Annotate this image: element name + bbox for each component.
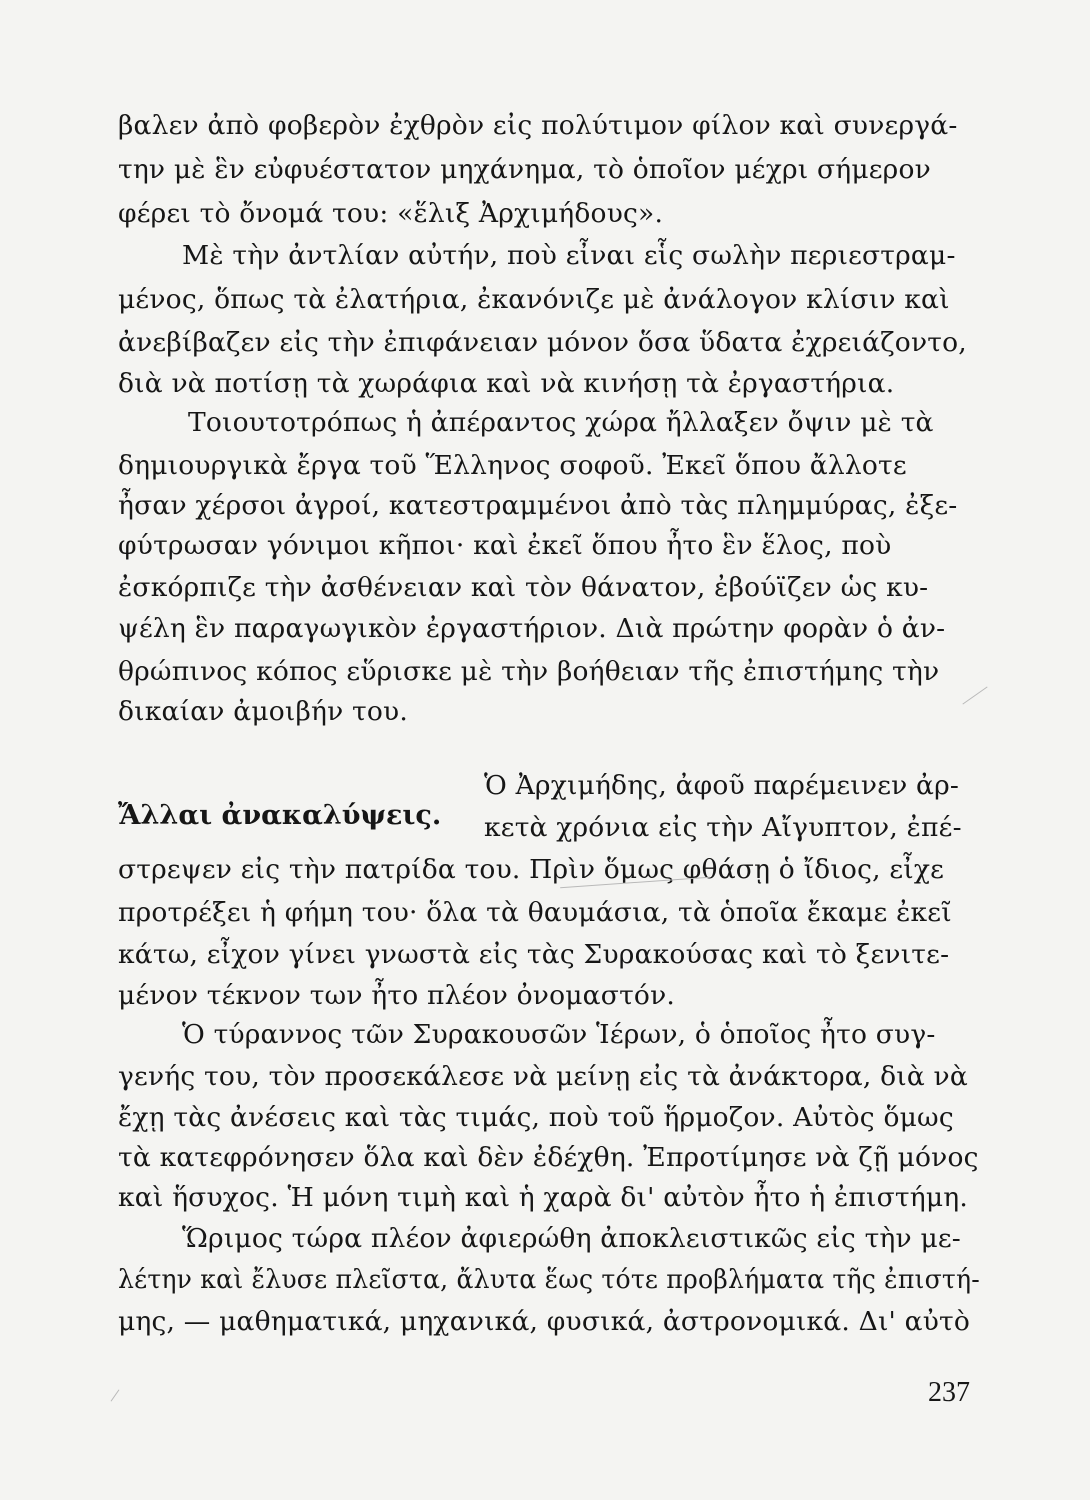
text-line: κετὰ χρόνια εἰς τὴν Αἴγυπτον, ἐπέ- [484,812,962,843]
text-line: γενής του, τὸν προσεκάλεσε νὰ μείνῃ εἰς τὰ ἀνάκτορα, διὰ νὰ [118,1061,968,1092]
text-line: στρεψεν εἰς τὴν πατρίδα του. Πρὶν ὅμως φθάσῃ ὁ ἴδιος, εἶχε [118,854,945,885]
side-heading: Ἄλλαι ἀνακαλύψεις. [118,800,442,831]
text-line: θρώπινος κόπος εὕρισκε μὲ τὴν βοήθειαν τῆς ἐπιστήμης τὴν [118,656,940,687]
text-line: ἀνεβίβαζεν εἰς τὴν ἐπιφάνειαν μόνον ὅσα ὕδατα ἐχρειάζοντο, [118,327,967,358]
text-line: Μὲ τὴν ἀντλίαν αὐτήν, ποὺ εἶναι εἷς σωλὴν περιεστραμ- [182,240,956,271]
text-line: ἔχῃ τὰς ἀνέσεις καὶ τὰς τιμάς, ποὺ τοῦ ἥρμοζον. Αὐτὸς ὅμως [118,1102,954,1133]
text-line: λέτην καὶ ἔλυσε πλεῖστα, ἄλυτα ἕως τότε προβλήματα τῆς ἐπιστή- [118,1264,980,1295]
text-line: την μὲ ἓν εὐφυέστατον μηχάνημα, τὸ ὁποῖον μέχρι σήμερον [118,154,931,185]
text-line: Τοιουτοτρόπως ἡ ἀπέραντος χώρα ἤλλαξεν ὄψιν μὲ τὰ [188,407,934,438]
text-line: μης, — μαθηματικά, μηχανικά, φυσικά, ἀστρονομικά. Δι' αὐτὸ [118,1306,971,1337]
text-line: Ὁ τύραννος τῶν Συρακουσῶν Ἱέρων, ὁ ὁποῖος ἦτο συγ- [182,1019,936,1050]
text-line: καὶ ἥσυχος. Ἡ μόνη τιμὴ καὶ ἡ χαρὰ δι' αὐτὸν ἦτο ἡ ἐπιστήμη. [118,1182,968,1213]
text-line: φέρει τὸ ὄνομά του: «ἕλιξ Ἀρχιμήδους». [118,198,664,229]
text-line: κάτω, εἶχον γίνει γνωστὰ εἰς τὰς Συρακούσας καὶ τὸ ξενιτε- [118,939,950,970]
pencil-mark [111,1389,120,1401]
text-line: Ὁ Ἀρχιμήδης, ἀφοῦ παρέμεινεν ἀρ- [484,770,960,801]
text-line: ψέλη ἓν παραγωγικὸν ἐργαστήριον. Διὰ πρώτην φορὰν ὁ ἀν- [118,613,946,644]
text-line: προτρέξει ἡ φήμη του· ὅλα τὰ θαυμάσια, τὰ ὁποῖα ἔκαμε ἐκεῖ [118,897,952,928]
text-line: διὰ νὰ ποτίσῃ τὰ χωράφια καὶ νὰ κινήσῃ τὰ ἐργαστήρια. [118,368,895,399]
text-line: μένος, ὅπως τὰ ἐλατήρια, ἐκανόνιζε μὲ ἀνάλογον κλίσιν καὶ [118,284,950,315]
text-line: μένον τέκνον των ἦτο πλέον ὀνομαστόν. [118,980,676,1011]
text-line: τὰ κατεφρόνησεν ὅλα καὶ δὲν ἐδέχθη. Ἐπροτίμησε νὰ ζῇ μόνος [118,1142,979,1173]
text-line: δικαίαν ἀμοιβήν του. [118,696,408,727]
page-number: 237 [928,1377,970,1408]
text-line: Ὥριμος τώρα πλέον ἀφιερώθη ἀποκλειστικῶς εἰς τὴν με- [182,1223,961,1254]
text-line: δημιουργικὰ ἔργα τοῦ Ἕλληνος σοφοῦ. Ἐκεῖ ὅπου ἄλλοτε [118,450,907,481]
text-line: ἐσκόρπιζε τὴν ἀσθένειαν καὶ τὸν θάνατον, ἐβούϊζεν ὡς κυ- [118,572,929,603]
text-line: ἦσαν χέρσοι ἀγροί, κατεστραμμένοι ἀπὸ τὰς πλημμύρας, ἐξε- [118,490,958,521]
text-line: βαλεν ἀπὸ φοβερὸν ἐχθρὸν εἰς πολύτιμον φίλον καὶ συνεργά- [118,110,958,141]
pencil-mark [962,686,987,704]
text-line: φύτρωσαν γόνιμοι κῆποι· καὶ ἐκεῖ ὅπου ἦτο ἓν ἕλος, ποὺ [118,530,892,561]
